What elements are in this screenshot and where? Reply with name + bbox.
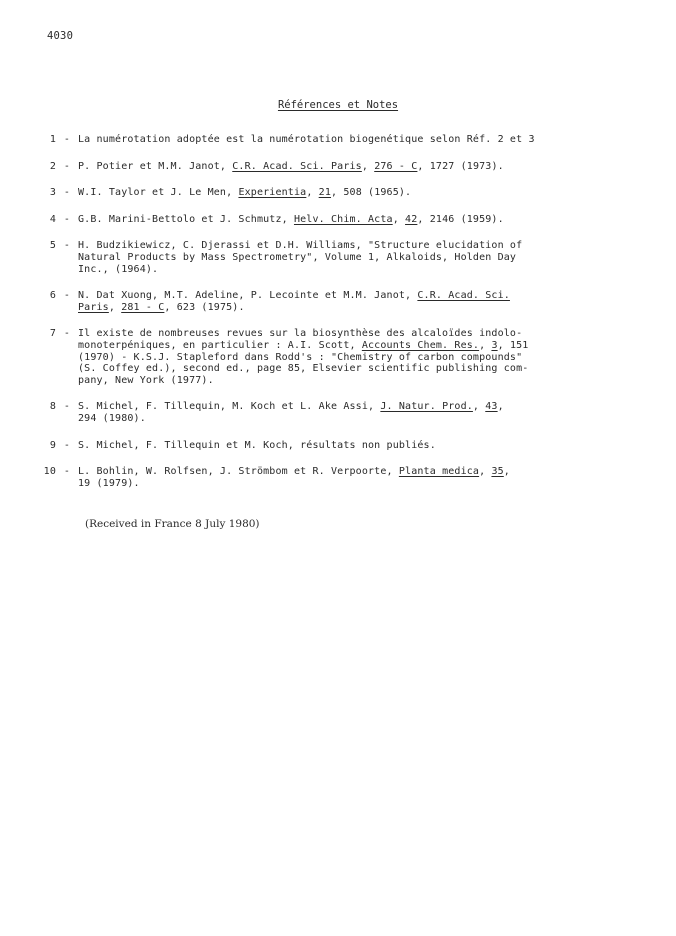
reference-number: 3 [49,187,56,199]
reference-number: 6 [49,290,56,302]
reference-line [78,161,628,173]
reference-line [78,352,628,364]
reference-line [78,340,628,352]
reference-line [78,478,628,490]
reference-number: 4 [49,213,56,225]
section-heading-text: Références et Notes [277,99,399,111]
reference-underlined-segment: Accounts Chem. Res. [361,339,480,351]
reference-segment: Natural Products by Mass Spectrometry", Volume 1, Alkaloids, Holden Day [78,251,517,263]
reference-line [78,290,628,302]
reference-line [78,240,628,252]
reference-underlined-segment: 42 [405,213,418,225]
reference-segment: , 508 (1965). [331,187,412,199]
received-date: (Received in France 8 July 1980) [85,518,260,530]
reference-number: 5 [49,240,56,252]
reference-text [78,290,628,313]
reference-segment: , [503,466,510,478]
reference-underlined-segment: C.R. Acad. Sci. [417,290,510,302]
reference-segment: , 623 (1975). [164,301,245,313]
reference-line [78,134,628,146]
reference-line [78,302,628,314]
reference-item [0,466,676,489]
reference-dash: - [63,134,71,145]
reference-segment: Inc., (1964). [78,263,159,275]
reference-segment: P. Potier et M.M. Janot, [78,160,233,172]
reference-dash: - [63,328,71,340]
reference-segment: monoterpéniques, en particulier : A.I. Scott, [78,339,362,351]
reference-dash: - [63,213,71,225]
reference-segment: , [361,160,375,172]
reference-segment: , 151 [497,339,529,351]
reference-dash: - [63,160,71,172]
reference-number: 2 [49,160,56,172]
reference-segment: W.I. Taylor et J. Le Men, [78,187,239,199]
reference-line [78,187,628,199]
reference-segment: 294 (1980). [78,412,146,424]
reference-dash: - [63,439,71,451]
reference-segment: , [497,401,504,413]
reference-text [78,328,628,386]
reference-underlined-segment: Planta medica [398,466,480,478]
reference-segment: , [306,187,319,199]
reference-underlined-segment: 35 [491,466,504,478]
reference-segment: L. Bohlin, W. Rolfsen, J. Strömbom et R. Verpoorte, [78,466,399,478]
reference-segment: , 1727 (1973). [417,160,504,172]
reference-segment: G.B. Marini-Bettolo et J. Schmutz, [78,213,294,225]
reference-segment: , 2146 (1959). [417,213,504,225]
reference-underlined-segment: 276 - C [374,160,418,172]
reference-underlined-segment: Paris [78,301,109,313]
reference-line [78,401,628,413]
reference-item [0,214,676,226]
reference-segment: pany, New York (1977). [78,374,214,386]
reference-dash: - [63,187,71,199]
reference-segment: (S. Coffey ed.), second ed., page 85, Elsevier scientific publishing com- [78,363,529,375]
reference-underlined-segment: C.R. Acad. Sci. Paris [232,160,362,172]
reference-number: 7 [49,328,56,340]
reference-text [78,240,628,275]
reference-segment: , [108,301,122,313]
reference-text [78,401,628,424]
reference-line [78,440,628,452]
reference-line [78,252,628,264]
reference-line [78,264,628,276]
reference-item [0,134,676,146]
reference-line [78,413,628,425]
reference-underlined-segment: Helv. Chim. Acta [293,213,393,225]
reference-segment: , [392,213,406,225]
reference-underlined-segment: Experientia [238,187,307,199]
reference-line [78,375,628,387]
reference-segment: H. Budzikiewicz, C. Djerassi et D.H. Williams, "Structure elucidation of [78,240,523,252]
reference-segment: , [479,339,492,351]
reference-text [78,214,628,226]
reference-dash: - [63,290,71,302]
section-heading [0,99,676,111]
reference-segment: (1970) - K.S.J. Stapleford dans Rodd's : "Chemistry of carbon compounds" [78,351,523,363]
reference-number: 9 [49,439,56,451]
reference-item [0,187,676,199]
reference-text [78,466,628,489]
reference-line [78,466,628,478]
reference-dash: - [63,466,71,478]
reference-underlined-segment: 3 [491,339,498,351]
reference-text [78,161,628,173]
reference-dash: - [63,240,71,252]
page-number: 4030 [47,30,74,42]
reference-segment: La numérotation adoptée est la numérotation biogenétique selon Réf. 2 et 3 [78,134,535,145]
reference-number: 8 [49,401,56,413]
reference-text [78,187,628,199]
reference-underlined-segment: J. Natur. Prod. [380,401,473,413]
reference-segment: S. Michel, F. Tillequin, M. Koch et L. Ake Assi, [78,401,381,413]
reference-item [0,440,676,452]
reference-line [78,214,628,226]
reference-number: 10 [43,466,56,478]
reference-list [0,134,676,504]
reference-number: 1 [49,134,56,145]
reference-underlined-segment: 43 [485,401,498,413]
reference-text [78,134,628,146]
reference-item [0,290,676,313]
reference-underlined-segment: 281 - C [121,301,165,313]
reference-item [0,328,676,386]
reference-segment: , [472,401,486,413]
reference-segment: 19 (1979). [78,477,140,489]
reference-item [0,401,676,424]
reference-line [78,328,628,340]
reference-segment: S. Michel, F. Tillequin et M. Koch, résultats non publiés. [78,439,436,451]
reference-segment: Il existe de nombreuses revues sur la biosynthèse des alcaloïdes indolo- [78,328,523,340]
reference-line [78,363,628,375]
reference-underlined-segment: 21 [318,187,332,199]
reference-text [78,440,628,452]
reference-item [0,240,676,275]
reference-dash: - [63,401,71,413]
reference-segment: , [479,466,492,478]
reference-segment: N. Dat Xuong, M.T. Adeline, P. Lecointe et M.M. Janot, [78,290,418,302]
reference-item [0,161,676,173]
